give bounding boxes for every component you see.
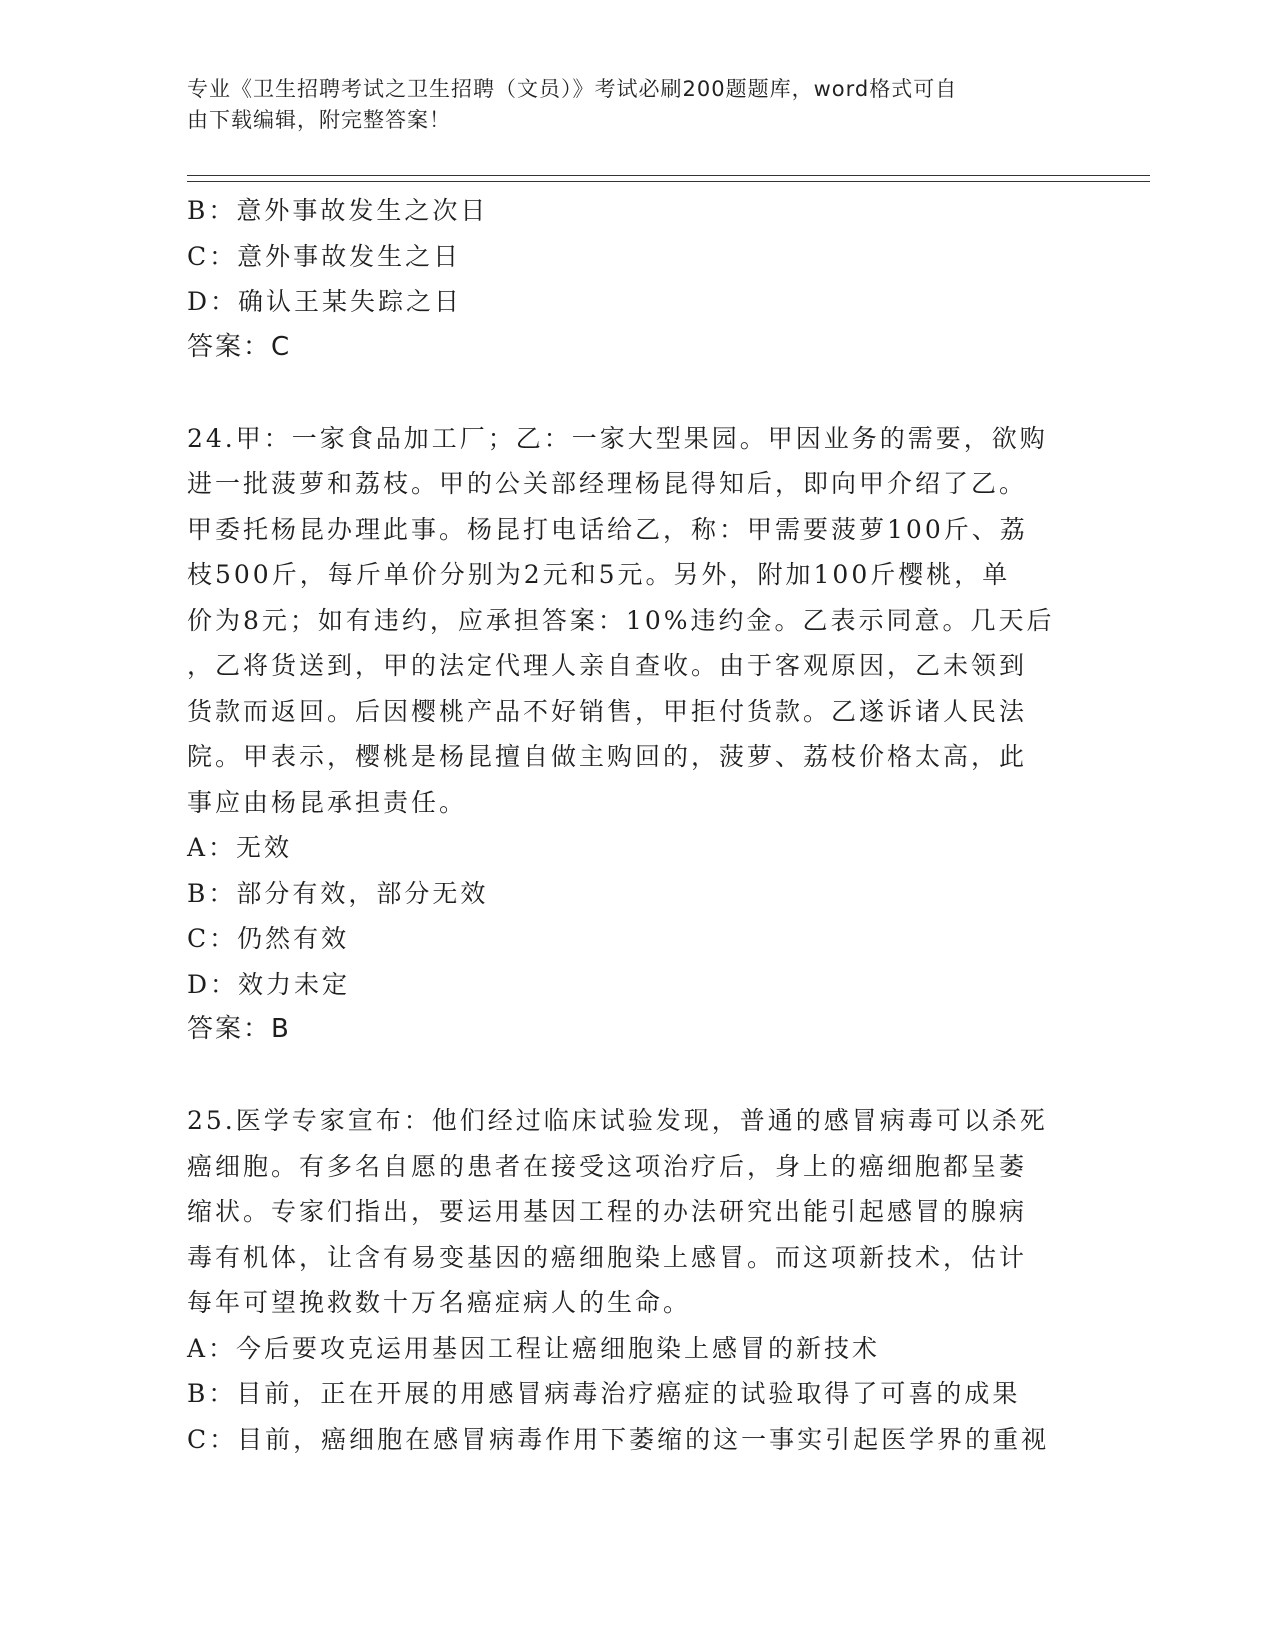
q24-stem-line: 货款而返回。后因樱桃产品不好销售，甲拒付货款。乙遂诉诸人民法 xyxy=(187,696,1028,726)
q25-stem-line: 每年可望挽救数十万名癌症病人的生命。 xyxy=(187,1288,692,1317)
q24-option-b: B：部分有效，部分无效 xyxy=(187,878,489,908)
question-24 xyxy=(187,416,1087,1053)
q24-option-d: D：效力未定 xyxy=(187,969,351,999)
q25-option-b: B：目前，正在开展的用感冒病毒治疗癌症的试验取得了可喜的成果 xyxy=(187,1379,1021,1408)
q24-stem-line: 价为8元；如有违约，应承担答案：10%违约金。乙表示同意。几天后 xyxy=(187,605,1055,635)
spacer xyxy=(187,1053,1087,1099)
q24-option-c: C：仍然有效 xyxy=(187,924,350,953)
q23-option-d: D：确认王某失踪之日 xyxy=(187,287,463,316)
q24-stem-line: 甲委托杨昆办理此事。杨昆打电话给乙，称：甲需要菠萝100斤、荔 xyxy=(187,514,1028,544)
question-23-tail xyxy=(187,188,1087,370)
q25-stem-line: 25.医学专家宣布：他们经过临床试验发现，普通的感冒病毒可以杀死 xyxy=(187,1106,1048,1135)
q24-stem-line: 枝500斤，每斤单价分别为2元和5元。另外，附加100斤樱桃，单 xyxy=(187,560,1011,589)
header-rule-top xyxy=(187,175,1150,176)
header-line-2: 由下载编辑，附完整答案！ xyxy=(187,108,451,132)
q23-option-b: B：意外事故发生之次日 xyxy=(187,196,489,225)
q24-stem-line: 院。甲表示，樱桃是杨昆擅自做主购回的，菠萝、荔枝价格太高，此 xyxy=(187,742,1028,771)
q24-answer: 答案：B xyxy=(187,1014,291,1044)
spacer xyxy=(187,370,1087,416)
q25-stem-line: 毒有机体，让含有易变基因的癌细胞染上感冒。而这项新技术，估计 xyxy=(187,1242,1028,1272)
q25-stem-line: 癌细胞。有多名自愿的患者在接受这项治疗后，身上的癌细胞都呈萎 xyxy=(187,1151,1028,1181)
q25-option-a: A：今后要攻克运用基因工程让癌细胞染上感冒的新技术 xyxy=(187,1333,881,1363)
q23-option-c: C：意外事故发生之日 xyxy=(187,241,462,271)
q23-answer: 答案：C xyxy=(187,331,292,362)
header-line-1: 专业《卫生招聘考试之卫生招聘（文员）》考试必刷200题题库，word格式可自 xyxy=(187,77,958,101)
q24-stem-line: 事应由杨昆承担责任。 xyxy=(187,787,468,817)
question-25 xyxy=(187,1098,1087,1462)
q24-stem-line: 24.甲：一家食品加工厂；乙：一家大型果园。甲因业务的需要，欲购 xyxy=(187,423,1048,453)
q24-option-a: A：无效 xyxy=(187,833,293,862)
document-header xyxy=(187,74,1067,136)
document-body xyxy=(187,188,1087,1462)
q24-stem-line: 进一批菠萝和荔枝。甲的公关部经理杨昆得知后，即向甲介绍了乙。 xyxy=(187,469,1028,498)
q25-option-c: C：目前，癌细胞在感冒病毒作用下萎缩的这一事实引起医学界的重视 xyxy=(187,1424,1050,1454)
header-rule-bottom xyxy=(187,181,1150,182)
q25-stem-line: 缩状。专家们指出，要运用基因工程的办法研究出能引起感冒的腺病 xyxy=(187,1197,1028,1226)
q24-stem-line: ，乙将货送到，甲的法定代理人亲自查收。由于客观原因，乙未领到 xyxy=(187,651,1028,680)
